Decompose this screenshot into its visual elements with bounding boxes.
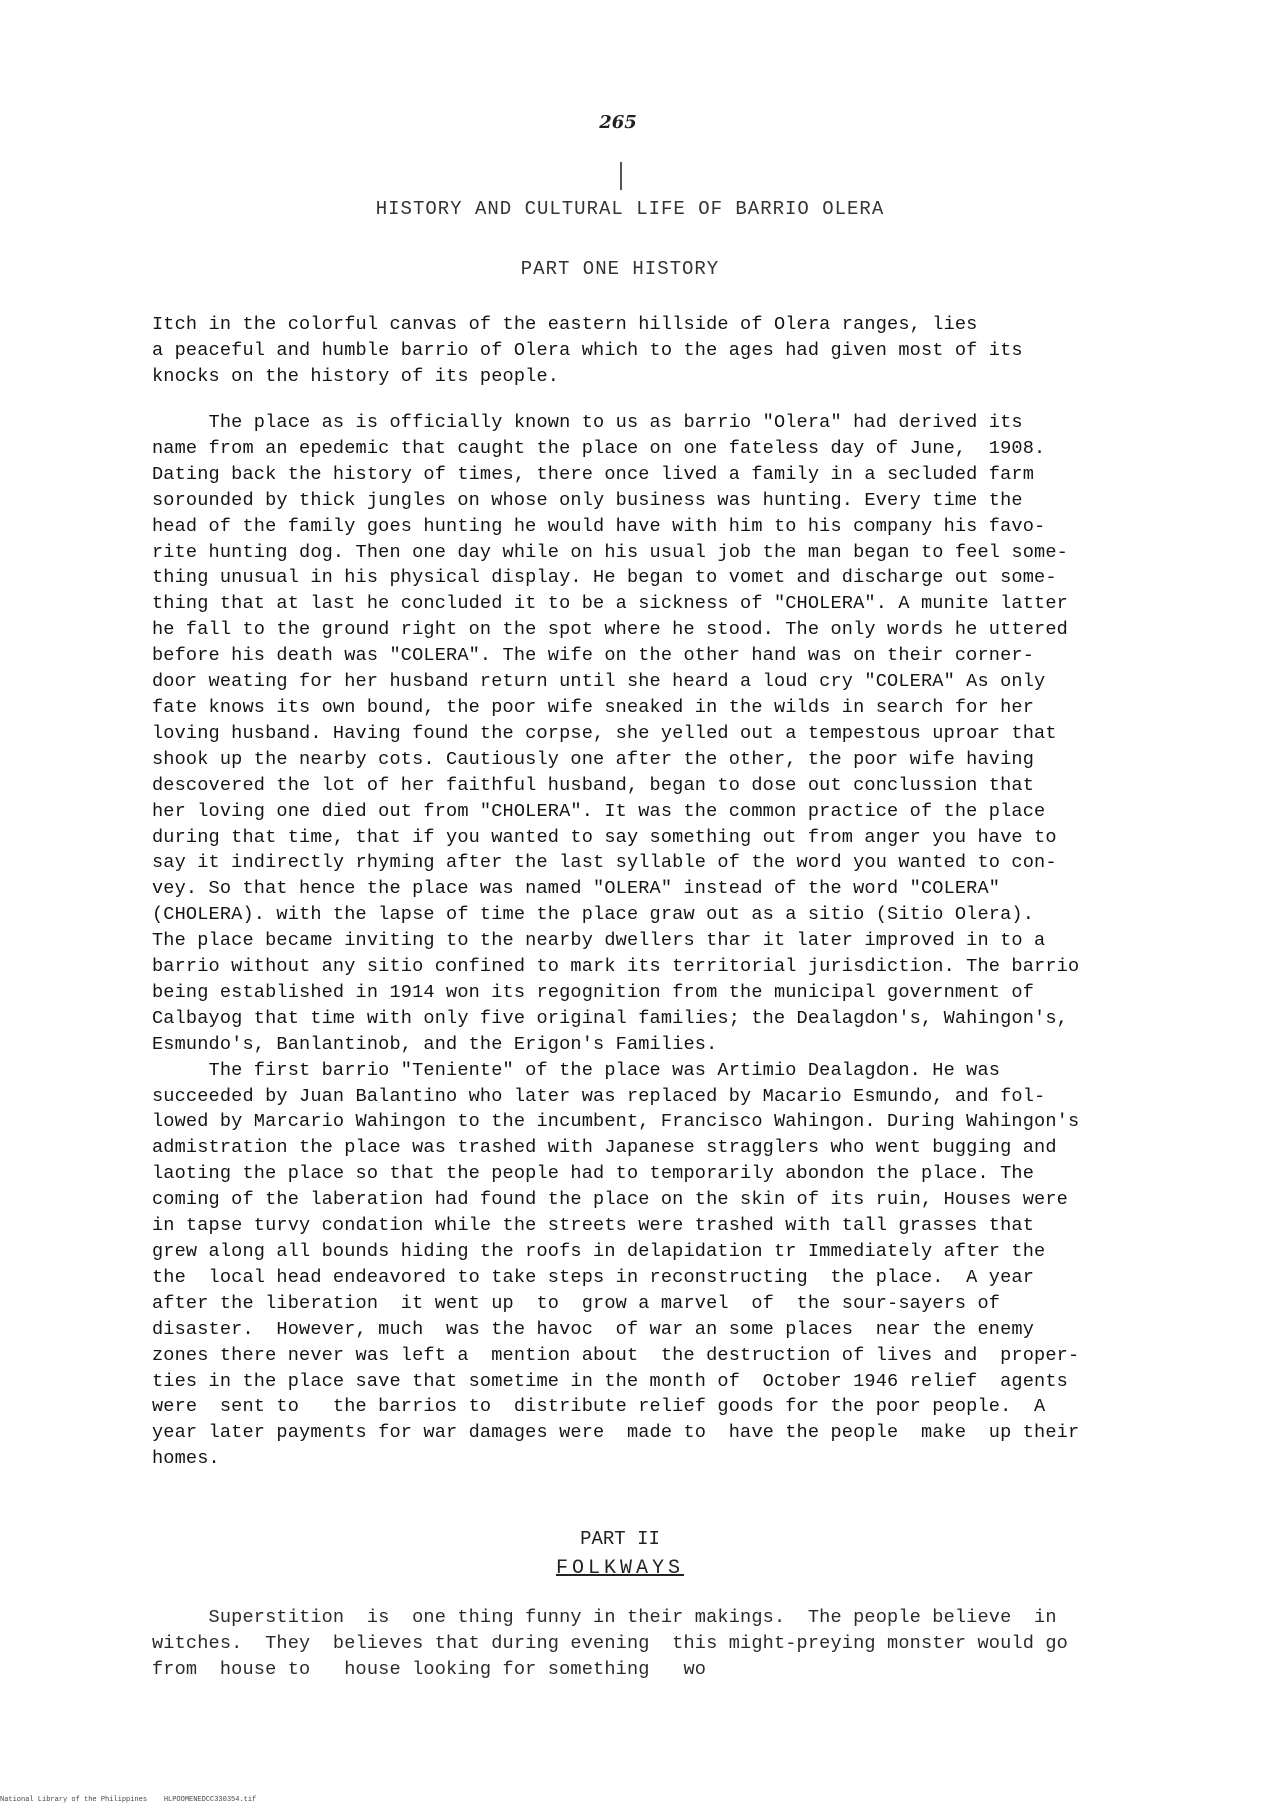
scan-footer: National Library of the Philippines HLPOOMENEDCC330354.tif (0, 1796, 257, 1804)
part-two-heading: PART II (580, 1528, 660, 1550)
pen-mark (620, 162, 622, 190)
page-number: 265 (599, 112, 637, 133)
paragraph-intro: Itch in the colorful canvas of the eastern hillside of Olera ranges, lies a peaceful and humble barrio of Olera which to the ages had given most of its knocks on the history of its people. (152, 314, 1023, 387)
folkways-heading: FOLKWAYS (555, 1557, 684, 1580)
document-title: HISTORY AND CULTURAL LIFE OF BARRIO OLERA (375, 198, 885, 220)
part-one-heading: PART ONE HISTORY (520, 258, 720, 280)
paragraph-folkways: Superstition is one thing funny in their makings. The people believe in witches. They believes that during evening this might-preying monster would go from house to house looking for something wo (152, 1607, 1068, 1680)
paragraph-history: The place as is officially known to us as barrio "Olera" had derived its name from an epedemic that caught the place on one fateless day of June, 1908. Dating back the history of times, there once lived a family in a secluded farm sorounded by thick jungles on whose only business was hunting. Every time the head of the family goes hunting he would have with him to his company his favo- rite hunting dog. Then one day while on his usual job the man began to feel some- thing unusual in his physical display. He began to vomet and discharge out some- thing that at last he concluded it to be a sickness of "CHOLERA". A munite latter he fall to the ground right on the spot where he stood. The only words he uttered before his death was "COLERA". The wife on the other hand was on their corner- door weating for her husband return until she heard a loud cry "COLERA" As only fate knows its own bound, the poor wife sneaked in the wilds in search for her loving husband. Having found the corpse, she yelled out a tempestous uproar that shook up the nearby cots. Cautiously one after the other, the poor wife having descovered the lot of her faithful husband, began to dose out conclussion that her loving one died out from "CHOLERA". It was the common practice of the place during that time, that if you wanted to say something out from anger you have to say it indirectly rhyming after the last syllable of the word you wanted to con- vey. So that hence the place was named "OLERA" instead of the word "COLERA" (CHOLERA). with the lapse of time the place graw out as a sitio (Sitio Olera). The place became inviting to the nearby dwellers thar it later improved in to a barrio without any sitio confined to mark its territorial jurisdiction. The barrio being established in 1914 won its regognition from the municipal government of Calbayog that time with only five original families; the Dealagdon's, Wahingon's, Esmundo's, Banlantinob, and the Erigon's Families. The first barrio "Teniente" of the place was Artimio Dealagdon. He was succeeded by Juan Balantino who later was replaced by Macario Esmundo, and fol- lowed by Marcario Wahingon to the incumbent, Francisco Wahingon. During Wahingon's admistration the place was trashed with Japanese stragglers who went bugging and laoting the place so that the people had to temporarily abondon the place. The coming of the laberation had found the place on the skin of its ruin, Houses were in tapse turvy condation while the streets were trashed with tall grasses that grew along all bounds hiding the roofs in delapidation tr Immediately after the the local head endeavored to take steps in reconstructing the place. A year after the liberation it went up to grow a marvel of the sour-sayers of disaster. However, much was the havoc of war an some places near the enemy zones there never was left a mention about the destruction of lives and proper- ties in the place save that sometime in the month of October 1946 relief agents were sent to the barrios to distribute relief goods for the poor people. A year later payments for war damages were made to have the people make up their homes. (152, 412, 1080, 1470)
